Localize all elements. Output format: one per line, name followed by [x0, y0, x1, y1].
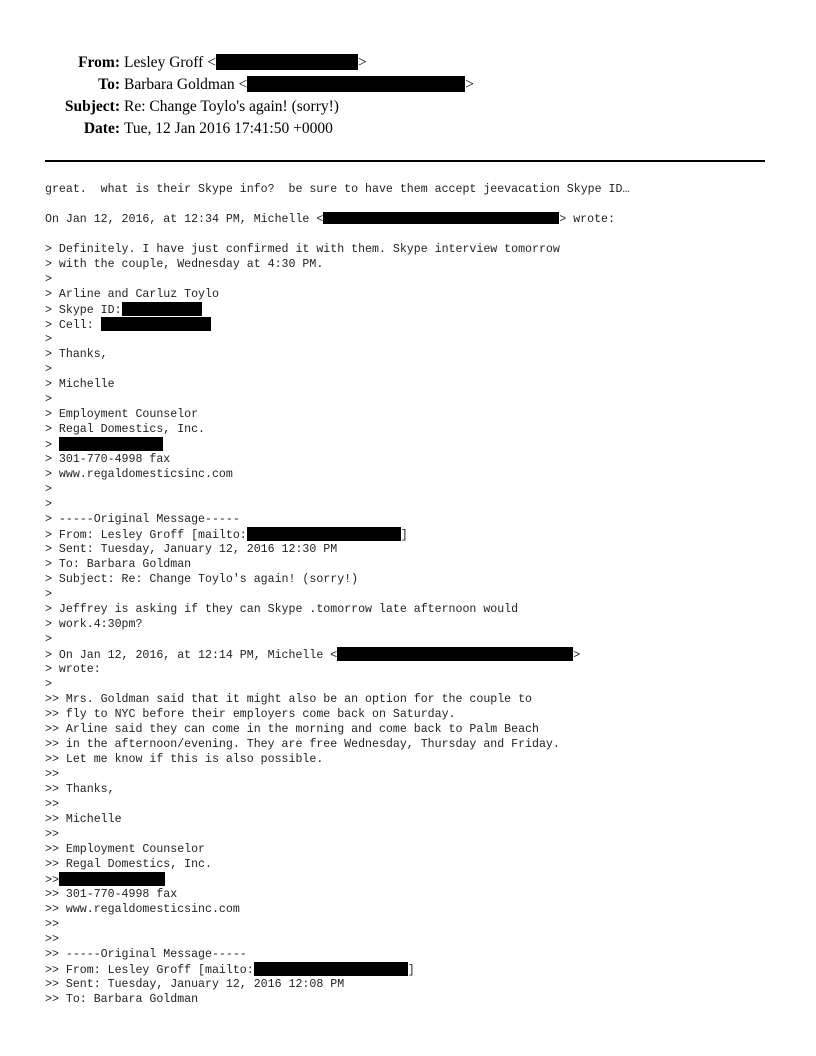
from-value: Lesley Groff <	[124, 54, 216, 71]
body-line: >>	[45, 828, 59, 841]
body-line: >> Regal Domestics, Inc.	[45, 858, 212, 871]
body-line: great. what is their Skype info? be sure to have them accept jeevacation Skype ID…	[45, 183, 630, 196]
from-mailto-line	[45, 962, 785, 977]
body-line: >	[45, 678, 52, 691]
cell-line	[45, 317, 785, 332]
body-line: >> Employment Counselor	[45, 843, 206, 856]
body-line: > wrote:	[45, 663, 101, 676]
body-line: > To: Barbara Goldman	[45, 558, 192, 571]
to-label: To:	[98, 76, 120, 93]
body-line: > 301-770-4998 fax	[45, 453, 171, 466]
body-line: > Definitely. I have just confirmed it with them. Skype interview tomorrow	[45, 243, 560, 256]
blank-line	[45, 227, 785, 242]
redaction-block	[254, 962, 408, 976]
from-mailto-line	[45, 527, 785, 542]
redacted-line	[45, 872, 785, 887]
body-line: > Subject: Re: Change Toylo's again! (sorry!)	[45, 573, 359, 586]
from-label: From:	[78, 54, 120, 71]
body-line: >> To: Barbara Goldman	[45, 993, 199, 1006]
body-line: >> -----Original Message-----	[45, 948, 247, 961]
body-line: > work.4:30pm?	[45, 618, 143, 631]
quote-marker: >	[45, 439, 52, 452]
to-value: Barbara Goldman <	[124, 76, 248, 93]
from-row	[0, 52, 816, 74]
from-mailto-text: > From: Lesley Groff [mailto:	[45, 529, 247, 542]
from-close: >	[357, 54, 367, 71]
to-close: >	[465, 76, 474, 93]
subject-label: Subject:	[64, 98, 120, 115]
body-line: > www.regaldomesticsinc.com	[45, 468, 233, 481]
body-line: > Sent: Tuesday, January 12, 2016 12:30 PM	[45, 543, 338, 556]
quote-marker: >>	[45, 874, 59, 887]
redacted-line	[45, 437, 785, 452]
redaction-block	[216, 54, 358, 70]
body-line: >> Sent: Tuesday, January 12, 2016 12:08 PM	[45, 978, 345, 991]
blank-line	[45, 197, 785, 212]
body-line: > Jeffrey is asking if they can Skype .tomorrow late afternoon would	[45, 603, 519, 616]
quote-intro-text: On Jan 12, 2016, at 12:34 PM, Michelle <	[45, 213, 324, 226]
redaction-block	[323, 212, 559, 224]
redaction-block	[247, 527, 401, 541]
body-line: >	[45, 333, 52, 346]
redaction-block	[122, 302, 202, 316]
date-value: Tue, 12 Jan 2016 17:41:50 +0000	[124, 120, 333, 137]
header-divider	[45, 160, 765, 162]
redaction-block	[101, 317, 211, 331]
redaction-block	[59, 437, 163, 451]
body-line: > Thanks,	[45, 348, 108, 361]
from-mailto-tail: ]	[400, 529, 408, 542]
to-value-wrap	[124, 74, 474, 96]
body-line: >	[45, 498, 52, 511]
body-line: >> Michelle	[45, 813, 122, 826]
message-body	[45, 182, 785, 1007]
from-value-wrap	[124, 52, 367, 74]
cell-label: > Cell:	[45, 319, 94, 332]
quote-intro-tail: > wrote:	[559, 213, 615, 226]
body-line: > Arline and Carluz Toylo	[45, 288, 219, 301]
date-label: Date:	[83, 120, 120, 137]
body-line: >	[45, 363, 52, 376]
body-line: >	[45, 633, 52, 646]
body-line: >	[45, 588, 52, 601]
body-line: >> Let me know if this is also possible.	[45, 753, 324, 766]
skype-id-line	[45, 302, 785, 317]
subject-value: Re: Change Toylo's again! (sorry!)	[124, 98, 339, 115]
body-line: > -----Original Message-----	[45, 513, 240, 526]
date-row	[0, 118, 816, 140]
body-line: >> www.regaldomesticsinc.com	[45, 903, 240, 916]
from-mailto-text: >> From: Lesley Groff [mailto:	[45, 964, 254, 977]
body-line: >> 301-770-4998 fax	[45, 888, 178, 901]
from-mailto-tail: ]	[407, 964, 415, 977]
quote-intro-line	[45, 647, 785, 662]
body-line: >>	[45, 933, 59, 946]
body-line: > Michelle	[45, 378, 115, 391]
body-line: >>	[45, 918, 59, 931]
body-line: >>	[45, 768, 59, 781]
body-line: >	[45, 393, 52, 406]
body-line: >> in the afternoon/evening. They are free Wednesday, Thursday and Friday.	[45, 738, 560, 751]
redaction-block	[59, 872, 165, 886]
body-line: >> fly to NYC before their employers come back on Saturday.	[45, 708, 456, 721]
redaction-block	[247, 76, 465, 92]
quote-intro-text: > On Jan 12, 2016, at 12:14 PM, Michelle <	[45, 649, 338, 662]
body-line: >> Mrs. Goldman said that it might also be an option for the couple to	[45, 693, 533, 706]
body-line: >	[45, 273, 52, 286]
body-line: >> Thanks,	[45, 783, 115, 796]
redaction-block	[337, 647, 573, 661]
skype-id-label: > Skype ID:	[45, 304, 122, 317]
body-line: > Employment Counselor	[45, 408, 199, 421]
body-line: > with the couple, Wednesday at 4:30 PM.	[45, 258, 324, 271]
quote-intro-tail: >	[573, 649, 581, 662]
body-line: >> Arline said they can come in the morning and come back to Palm Beach	[45, 723, 539, 736]
quote-intro-line	[45, 212, 785, 227]
body-line: > Regal Domestics, Inc.	[45, 423, 206, 436]
subject-row	[0, 96, 816, 118]
body-line: >	[45, 483, 52, 496]
to-row	[0, 74, 816, 96]
body-line: >>	[45, 798, 59, 811]
